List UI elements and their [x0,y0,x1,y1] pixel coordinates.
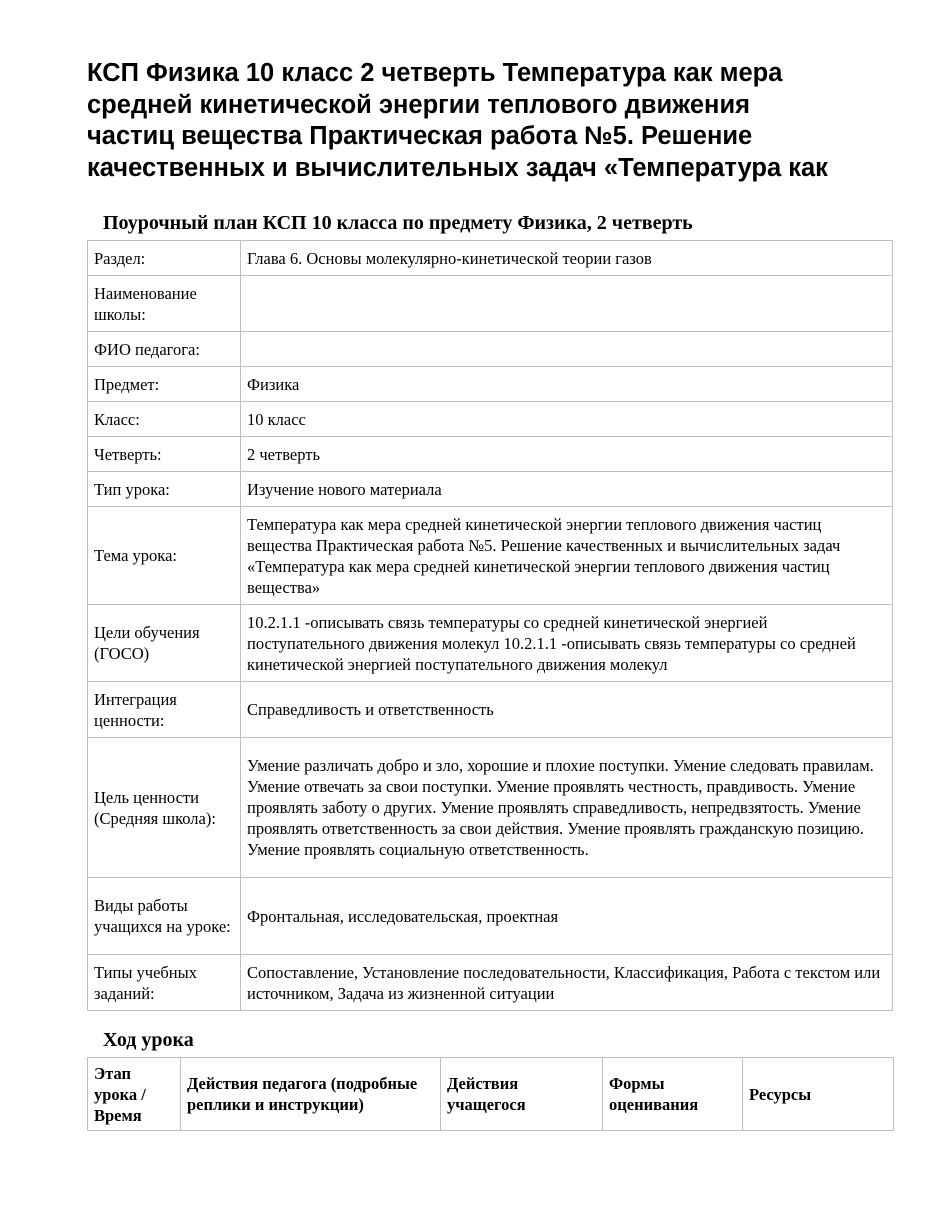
column-header-student-actions: Действия учащегося [441,1058,603,1131]
table-row [88,367,893,402]
column-header-teacher-actions: Действия педагога (подробные реплики и инструкции) [181,1058,441,1131]
row-label: Тип урока: [88,472,241,507]
row-value [241,332,893,367]
document-title [87,58,893,184]
table-row [88,402,893,437]
title-line: средней кинетической энергии теплового движения [87,90,751,119]
row-label: Виды работы учащихся на уроке: [88,878,241,955]
table-header-row [88,1058,894,1131]
table-row [88,682,893,738]
table-row [88,276,893,332]
table-row [88,605,893,682]
table-row [88,332,893,367]
column-header-stage: Этап урока / Время [88,1058,181,1131]
row-label: Класс: [88,402,241,437]
row-value: 10.2.1.1 -описывать связь температуры со средней кинетической энергией поступательного движения молекул 10.2.1.1 -описывать связь температуры со средней кинетической энергией поступательного движения молекул [241,605,893,682]
row-value: 2 четверть [241,437,893,472]
course-heading: Ход урока [103,1029,194,1051]
plan-heading: Поурочный план КСП 10 класса по предмету Физика, 2 четверть [103,212,693,234]
row-label: Интеграция ценности: [88,682,241,738]
table-row [88,437,893,472]
document-page [87,58,893,1131]
column-header-resources: Ресурсы [743,1058,894,1131]
row-value: Глава 6. Основы молекулярно-кинетической теории газов [241,241,893,276]
lesson-info-table [87,240,893,1011]
row-label: Наименование школы: [88,276,241,332]
table-row [88,738,893,878]
row-label: Тема урока: [88,507,241,605]
row-value: Физика [241,367,893,402]
row-value [241,276,893,332]
row-value: 10 класс [241,402,893,437]
title-line: КСП Физика 10 класс 2 четверть Температура как мера [87,59,783,87]
row-label: Цели обучения (ГОСО) [88,605,241,682]
row-value: Умение различать добро и зло, хорошие и плохие поступки. Умение следовать правилам. Умение отвечать за свои поступки. Умение проявлять честность, правдивость. Умение проявлять заботу о других. Умение проявлять справедливость, непредвзятость. Умение проявлять ответственность за свои действия. Умение проявлять гражданскую позицию. Умение проявлять социальную ответственность. [241,738,893,878]
table-row [88,472,893,507]
row-label: Типы учебных заданий: [88,955,241,1011]
table-row [88,878,893,955]
row-value: Справедливость и ответственность [241,682,893,738]
row-value: Изучение нового материала [241,472,893,507]
column-header-assessment: Формы оценивания [603,1058,743,1131]
table-row [88,507,893,605]
title-line: качественных и вычислительных задач «Температура как [87,153,828,182]
title-line: частиц вещества Практическая работа №5. Решение [87,122,753,150]
row-label: Предмет: [88,367,241,402]
lesson-course-table [87,1057,894,1131]
row-value: Температура как мера средней кинетической энергии теплового движения частиц вещества Практическая работа №5. Решение качественных и вычислительных задач «Температура как мера средней кинетической энергии теплового движения частиц вещества» [241,507,893,605]
row-value: Фронтальная, исследовательская, проектная [241,878,893,955]
table-row [88,955,893,1011]
table-row [88,241,893,276]
row-label: Цель ценности (Средняя школа): [88,738,241,878]
row-label: ФИО педагога: [88,332,241,367]
row-label: Раздел: [88,241,241,276]
row-label: Четверть: [88,437,241,472]
row-value: Сопоставление, Установление последовательности, Классификация, Работа с текстом или источником, Задача из жизненной ситуации [241,955,893,1011]
